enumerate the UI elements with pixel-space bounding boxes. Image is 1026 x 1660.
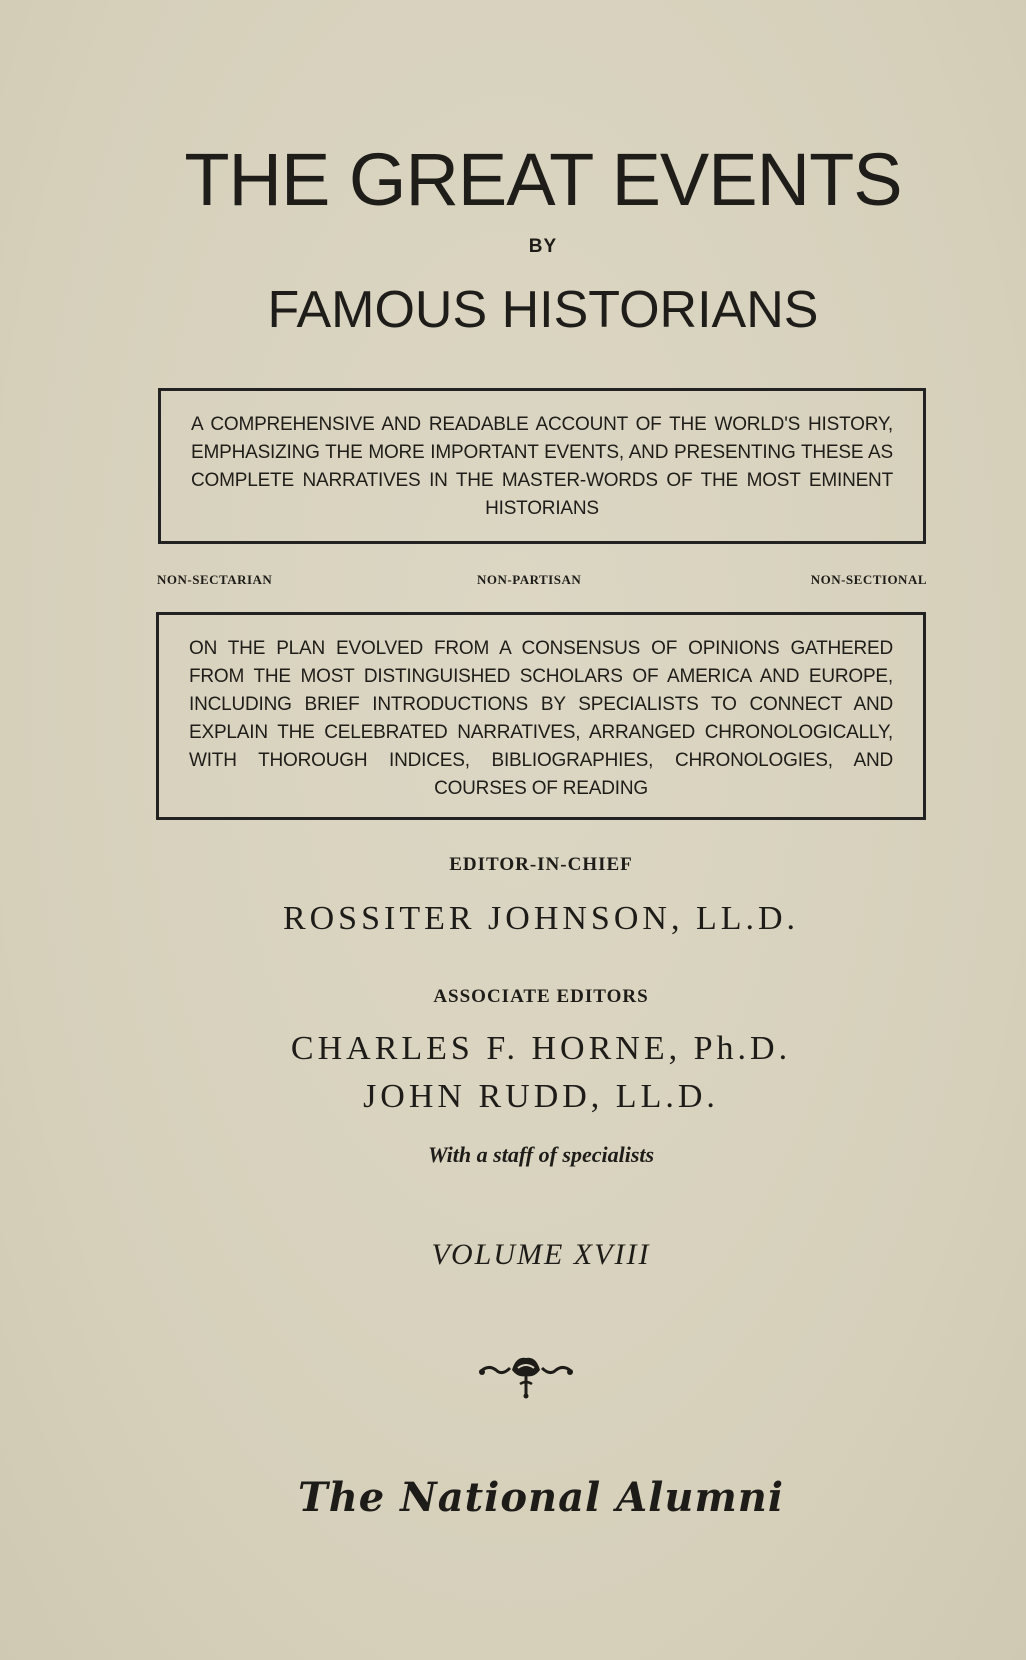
tag-non-sectarian: NON-SECTARIAN: [157, 572, 273, 587]
associate-editor-name: CHARLES F. HORNE, Ph.D.: [290, 1030, 792, 1067]
book-title: THE GREAT EVENTS: [184, 138, 902, 221]
description-text: A COMPREHENSIVE AND READABLE ACCOUNT OF THE WORLD'S HISTORY, EMPHASIZING THE MORE IMPORTANT EVENTS, AND PRESENTING THESE AS COMPLETE NARRATIVES IN THE MASTER-WORDS OF THE MOST EMINENT HISTORIANS: [191, 414, 893, 519]
publisher-name: The National Alumni: [297, 1474, 785, 1521]
editor-in-chief-label: EDITOR-IN-CHIEF: [449, 854, 633, 875]
title-by: BY: [528, 236, 558, 257]
tagline-row: [157, 572, 927, 590]
plan-box: [156, 612, 926, 820]
tag-non-partisan: NON-PARTISAN: [477, 572, 582, 587]
tag-non-sectional: NON-SECTIONAL: [810, 572, 927, 587]
plan-text: ON THE PLAN EVOLVED FROM A CONSENSUS OF OPINIONS GATHERED FROM THE MOST DISTINGUISHED SCHOLARS OF AMERICA AND EUROPE, INCLUDING BRIEF INTRODUCTIONS BY SPECIALISTS TO CONNECT AND EXPLAIN THE CELEBRATED NARRATIVES, ARRANGED CHRONOLOGICALLY, WITH THOROUGH INDICES, BIBLIOGRAPHIES, CHRONOLOGIES, AND COURSES OF READING: [189, 638, 893, 799]
book-subtitle: FAMOUS HISTORIANS: [267, 281, 819, 339]
description-box: [158, 388, 926, 544]
printer-ornament-icon: [476, 1350, 576, 1400]
associate-editors-label: ASSOCIATE EDITORS: [433, 986, 649, 1007]
associate-editor-name: JOHN RUDD, LL.D.: [363, 1078, 719, 1115]
volume-number: VOLUME XVIII: [431, 1238, 651, 1271]
editor-in-chief-name: ROSSITER JOHNSON, LL.D.: [282, 900, 800, 937]
staff-note: With a staff of specialists: [427, 1142, 655, 1167]
